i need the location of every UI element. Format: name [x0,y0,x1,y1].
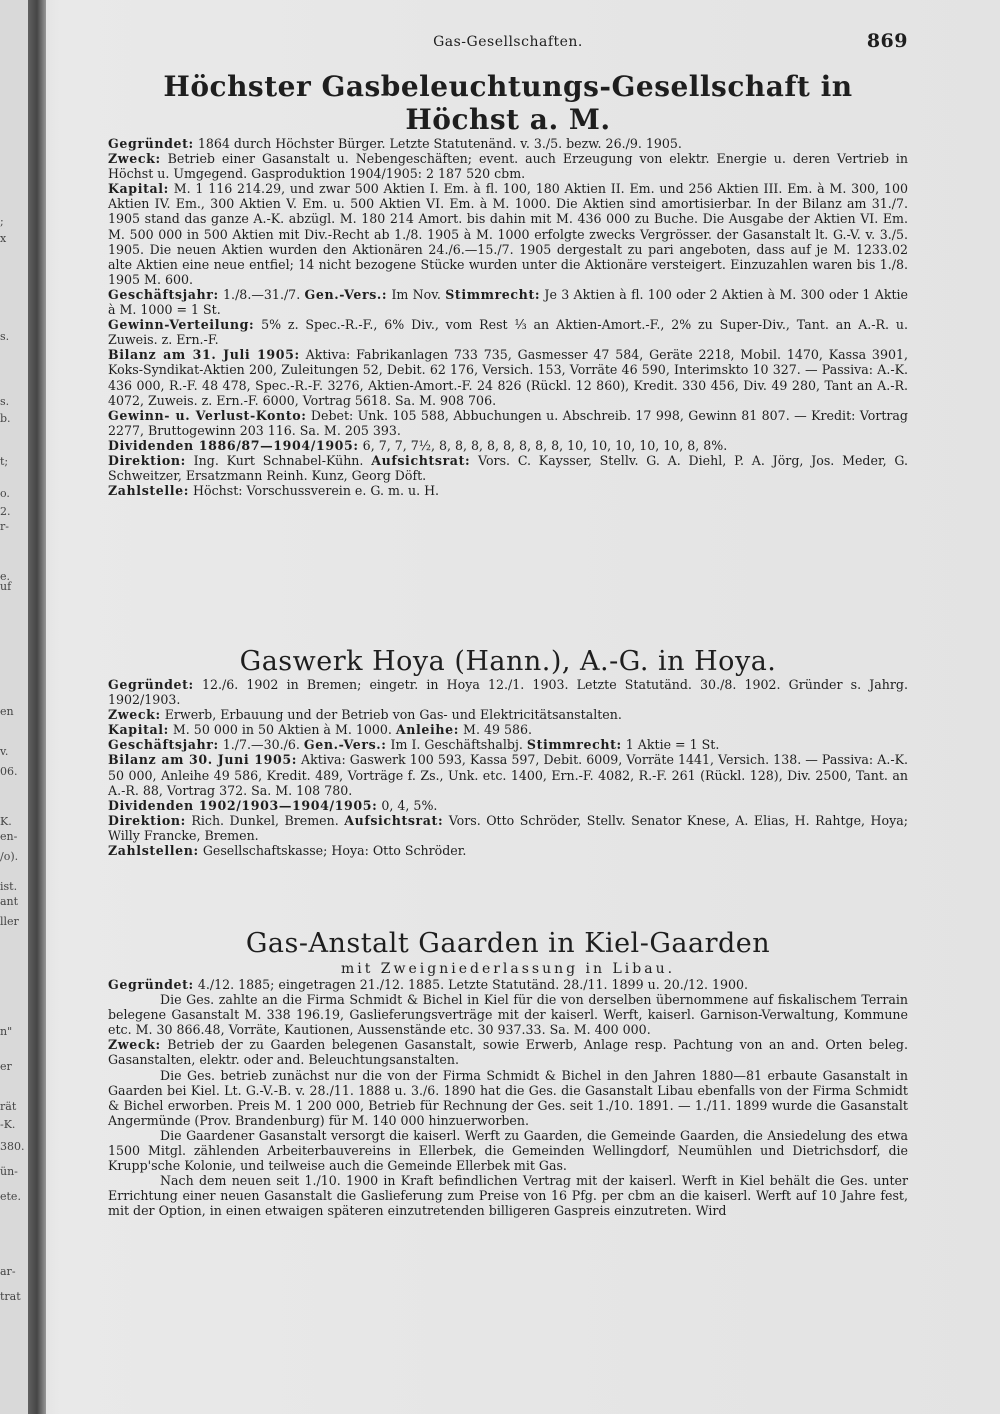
entry-paragraph [108,1068,908,1128]
field-label: Gegründet: [108,677,194,692]
field-label: Dividenden 1902/1903—1904/1905: [108,797,378,813]
entry-paragraph [108,453,908,483]
field-text: Im I. Geschäftshalbj. [386,737,527,753]
field-label: Anleihe: [395,722,460,738]
field-label: Zweck: [108,707,161,723]
field-text: 4./12. 1885; eingetragen 21./12. 1885. Letzte Statutänd. 28./11. 1899 u. 20./12. 1900. [193,977,749,992]
entry-paragraph [108,752,908,797]
entry-paragraph [108,136,908,151]
margin-fragment: K. [0,815,12,828]
entry-paragraph [108,408,908,438]
field-label: Direktion: [108,452,186,468]
field-label: Gegründet: [108,977,194,992]
field-text: 6, 7, 7, 7½, 8, 8, 8, 8, 8, 8, 8, 8, 10, 10, 10, 10, 10, 8, 8%. [358,437,728,453]
field-text: Rich. Dunkel, Bremen. [185,812,345,828]
field-text: Die Gaardener Gasanstalt versorgt die kaiserl. Werft zu Gaarden, die Gemeinde Gaarden, die Ansiedelung des etwa 1500 Mitgl. zählenden Arbeiterbauvereins in Ellerbek, die Gemeinden Wellingdorf, Neumühlen und Dietrichsdorf, die Krupp'sche Kolonie, und teilweise auch die Gemeinde Ellerbek mit Gas. [108,1127,908,1174]
entry-paragraph [108,151,908,181]
margin-fragment: b. [0,412,11,425]
field-label: Kapital: [108,181,169,197]
field-label: Zahlstellen: [108,843,199,859]
field-label: Stimmrecht: [526,737,622,753]
field-label: Gen.-Vers.: [303,737,387,753]
margin-fragment: o. [0,487,10,500]
book-gutter-shadow [28,0,46,1414]
field-text: Betrieb einer Gasanstalt u. Nebengeschäften; event. auch Erzeugung von elektr. Energie u. deren Vertrieb in Höchst u. Umgegend. Gasproduktion 1904/1905: 2 187 520 cbm. [108,151,908,182]
company-paragraphs [108,977,908,1219]
margin-fragment: ller [0,915,19,928]
entry-paragraph [108,737,908,752]
entry-paragraph [108,1128,908,1173]
field-label: Stimmrecht: [445,286,541,302]
margin-fragment: ün- [0,1165,18,1178]
entry-paragraph [108,843,908,858]
margin-fragment: rät [0,1100,17,1113]
field-text: 1./7.—30./6. [218,737,304,753]
field-label: Dividenden 1886/87—1904/1905: [108,437,359,453]
margin-fragment: n" [0,1025,13,1038]
field-label: Gewinn- u. Verlust-Konto: [108,407,307,423]
entry-paragraph [108,181,908,287]
company-entry-hoya [108,646,908,858]
company-title: Gas-Anstalt Gaarden in Kiel-Gaarden [245,928,771,959]
field-text: Debet: Unk. 105 588, Abbuchungen u. Abschreib. 17 998, Gewinn 81 807. — Kredit: Vortrag 2277, Bruttogewinn 203 116. Sa. M. 205 393. [108,407,908,438]
field-label: Bilanz am 30. Juni 1905: [108,752,297,768]
field-text: Erwerb, Erbauung und der Betrieb von Gas- und Elektricitätsanstalten. [160,707,622,723]
field-text: Die Ges. betrieb zunächst nur die von der Firma Schmidt & Bichel in den Jahren 1880—81 erbaute Gasanstalt in Gaarden bei Kiel. Lt. G.-V.-B. v. 28./11. 1888 u. 3./6. 1890 hat die Ges. die Gasanstalt Libau ebenfalls von der Firma Schmidt & Bichel erworben. Preis M. 1 200 000, Betrieb für Rechnung der Ges. seit 1./10. 1891. — 1./11. 1899 wurde die Gasanstalt Angermünde (Prov. Brandenburg) für M. 140 000 hinzuerworben. [108,1067,908,1128]
entry-paragraph [108,977,908,992]
field-label: Aufsichtsrat: [344,812,444,828]
field-text: Je 3 Aktien à fl. 100 oder 2 Aktien à M. 300 oder 1 Aktie à M. 1000 = 1 St. [108,286,908,318]
field-text: Die Ges. zahlte an die Firma Schmidt & Bichel in Kiel für die von derselben übernommene auf fiskalischem Terrain belegene Gasanstalt M. 338 196.19, Gaslieferungsverträge mit der kaiserl. Werft, kaiserl. Garnison-Verwaltung, Kommune etc. M. 30 866.48, Vorräte, Kautionen, Aussenstände etc. 30 937.33. Sa. M. 400 000. [108,992,908,1038]
entry-paragraph [108,317,908,347]
margin-fragment: uf [0,580,12,593]
field-label: Zahlstelle: [108,483,190,499]
margin-fragment: s. [0,395,10,408]
field-text: M. 49 586. [459,722,533,738]
field-text: 1 Aktie = 1 St. [621,737,720,753]
field-text: Nach dem neuen seit 1./10. 1900 in Kraft befindlichen Vertrag mit der kaiserl. Werft in Kiel behält die Ges. unter Errichtung einer neuen Gasanstalt die Gaslieferung zum Preise von 16 Pfg. per cbm an die kaiserl. Werft auf 10 Jahre fest, mit der Option, in einen etwaigen späteren einzutretenden billigeren Gaspreis einzutreten. Wird [108,1173,908,1219]
entry-paragraph [108,677,908,707]
entry-paragraph [108,722,908,737]
margin-fragment: e. [0,570,11,583]
margin-fragment: 2. [0,505,11,518]
entry-paragraph [108,992,908,1037]
field-label: Zweck: [108,1037,161,1053]
margin-fragment: ete. [0,1190,21,1203]
margin-fragment: en- [0,830,18,843]
field-label: Geschäftsjahr: [108,286,219,302]
entry-paragraph [108,1037,908,1067]
running-head-title: Gas-Gesellschaften. [433,34,583,50]
entry-paragraph [108,813,908,843]
page-number: 869 [866,30,908,52]
margin-fragment: ; [0,215,4,228]
margin-fragment: r- [0,520,9,533]
margin-fragment: x [0,232,7,245]
margin-fragment: v. [0,745,9,758]
entry-paragraph [108,347,908,407]
field-text: Im Nov. [387,286,446,302]
margin-fragment: er [0,1060,12,1073]
field-text: Ing. Kurt Schnabel-Kühn. [185,452,372,468]
field-text: 12./6. 1902 in Bremen; eingetr. in Hoya 12./1. 1903. Letzte Statutänd. 30./8. 1902. Gründer s. Jahrg. 1902/1903. [108,677,908,708]
margin-fragment: s. [0,330,10,343]
margin-fragment: ant [0,895,19,908]
field-text: Aktiva: Fabrikanlagen 733 735, Gasmesser 47 584, Geräte 2218, Mobil. 1470, Kassa 3901, Koks-Syndikat-Aktien 200, Zuleitungen 52, Debit. 62 176, Versich. 153, Vorräte 46 590, Interimskto 10 327. — Passiva: A.-K. 436 000, R.-F. 48 478, Spec.-R.-F. 3276, Aktien-Amort.-F. 24 826 (Rückl. 12 860), Kredit. 330 456, Div. 49 280, Tant an A.-R. 4072, Zuweis. z. Ern.-F. 6000, Vortrag 5618. Sa. M. 908 706. [108,347,908,408]
field-text: Vors. C. Kaysser, Stellv. G. A. Diehl, P. A. Jörg, Jos. Meder, G. Schweitzer, Ersatzmann Reinh. Kunz, Georg Döft. [108,452,908,484]
company-paragraphs [108,136,908,498]
field-label: Gen.-Vers.: [304,286,388,302]
field-text: 0, 4, 5%. [377,797,438,813]
company-paragraphs [108,677,908,858]
margin-fragment: ist. [0,880,18,893]
field-text: M. 50 000 in 50 Aktien à M. 1000. [168,722,396,738]
field-label: Zweck: [108,151,161,167]
field-text: 1864 durch Höchster Bürger. Letzte Statutenänd. v. 3./5. bezw. 26./9. 1905. [193,136,682,151]
running-head [108,28,908,54]
field-label: Gegründet: [108,136,194,151]
margin-fragment: -K. [0,1118,16,1131]
entry-paragraph [108,707,908,722]
field-label: Geschäftsjahr: [108,737,219,753]
field-text: Aktiva: Gaswerk 100 593, Kassa 597, Debit. 6009, Vorräte 1441, Versich. 138. — Passiva: A.-K. 50 000, Anleihe 49 586, Kredit. 489, Vorträge f. Zs., Unk. etc. 1400, Ern.-F. 4082, R.-F. 261 (Rückl. 128), Div. 2500, Tant. an A.-R. 88, Vortrag 372. Sa. M. 108 780. [108,752,908,798]
company-title: Höchster Gasbeleuchtungs-Gesellschaft in Höchst a. M. [163,70,853,136]
margin-fragment: ar- [0,1265,16,1278]
field-label: Aufsichtsrat: [371,452,471,468]
entry-paragraph [108,287,908,317]
field-text: Vors. Otto Schröder, Stellv. Senator Knese, A. Elias, H. Rahtge, Hoya; Willy Francke, Bremen. [108,812,908,843]
company-subtitle: mit Zweigniederlassung in Libau. [340,961,676,977]
field-text: Betrieb der zu Gaarden belegenen Gasanstalt, sowie Erwerb, Anlage resp. Pachtung von an and. Orten beleg. Gasanstalten, elektr. oder and. Beleuchtungsanstalten. [108,1037,908,1068]
entry-paragraph [108,438,908,453]
margin-fragment: en [0,705,14,718]
entry-paragraph [108,1173,908,1218]
field-label: Gewinn-Verteilung: [108,317,255,333]
field-label: Direktion: [108,812,186,828]
field-text: Höchst: Vorschussverein e. G. m. u. H. [189,483,440,499]
field-label: Kapital: [108,722,169,738]
entry-paragraph [108,483,908,498]
field-text: M. 1 116 214.29, und zwar 500 Aktien I. Em. à fl. 100, 180 Aktien II. Em. und 256 Aktien III. Em. à M. 300, 100 Aktien IV. Em., 300 Aktien V. Em. u. 500 Aktien VI. Em. à M. 1000. Die Aktien sind amortisierbar. In der Bilanz am 31./7. 1905 stand das ganze A.-K. abzügl. M. 180 214 Amort. bis dahin mit M. 436 000 zu Buche. Die Ausgabe der Aktien VI. Em. M. 500 000 in 500 Aktien mit Div.-Recht ab 1./8. 1905 à M. 1000 erfolgte zwecks Vergrösser. der Gasanstalt lt. G.-V. v. 3./5. 1905. Die neuen Aktien wurden den Aktionären 24./6.—15./7. 1905 dergestalt zu pari angeboten, dass auf je M. 1233.02 alte Aktien eine neue entfiel; 14 nicht bezogene Stücke wurden unter die Aktionäre versteigert. Einzuzahlen waren bis 1./8. 1905 M. 600. [108,181,908,287]
field-text: 5% z. Spec.-R.-F., 6% Div., vom Rest ⅓ an Aktien-Amort.-F., 2% zu Super-Div., Tant. an A.-R. u. Zuweis. z. Ern.-F. [108,317,908,348]
field-text: 1./8.—31./7. [218,286,305,302]
company-title: Gaswerk Hoya (Hann.), A.-G. in Hoya. [239,646,777,677]
margin-fragment: trat [0,1290,21,1303]
company-entry-gaarden [108,928,908,1219]
field-text: Gesellschaftskasse; Hoya: Otto Schröder. [198,843,467,859]
margin-fragment: 380. [0,1140,25,1153]
margin-fragment: 06. [0,765,18,778]
margin-fragment: /o). [0,850,19,863]
field-label: Bilanz am 31. Juli 1905: [108,347,300,363]
entry-paragraph [108,798,908,813]
margin-fragment: t; [0,455,9,468]
company-entry-hoechst [108,70,908,498]
